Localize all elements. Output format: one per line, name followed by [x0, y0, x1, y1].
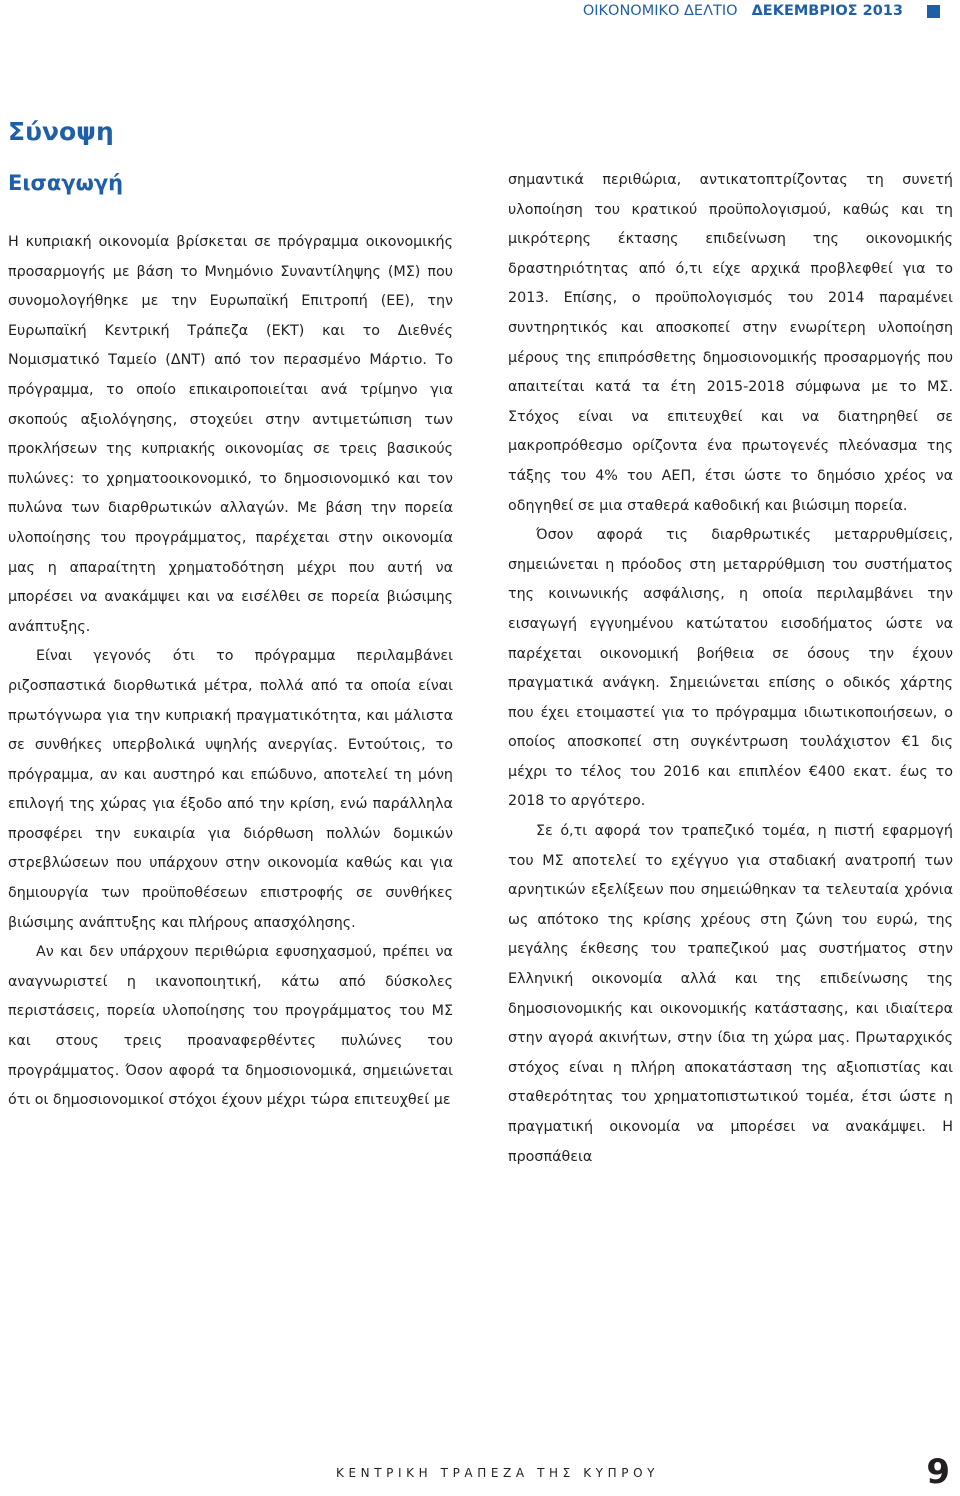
issue-date: ΔΕΚΕΜΒΡΙΟΣ 2013	[751, 3, 903, 19]
publication-title: ΟΙΚΟΝΟΜΙΚΟ ΔΕΛΤΙΟ	[582, 3, 738, 19]
section-title: Σύνοψη	[8, 117, 114, 146]
right-paragraph-2: Όσον αφορά τις διαρθρωτικές μεταρρυθμίσεις, σημειώνεται η πρόοδος στη μεταρρύθμιση του συστήματος της κοινωνικής ασφάλισης, η οποία περιλαμβάνει την εισαγωγή εγγυημένου κατώτατου εισοδήματος ώστε να παρέχεται οικονομική βοήθεια σε όσους την έχουν πραγματικά ανάγκη. Σημειώνεται επίσης ο οδικός χάρτης που έχει ετοιμαστεί για το πρόγραμμα ιδιωτικοποιήσεων, ο οποίος αποσκοπεί στη συγκέντρωση τουλάχιστον €1 δις μέχρι το τέλος του 2016 και επιπλέον €400 εκατ. έως το 2018 το αργότερο.	[508, 527, 953, 810]
left-column	[8, 228, 453, 1116]
page-number: 9	[926, 1452, 950, 1492]
footer-institution: ΚΕΝΤΡΙΚΗ ΤΡΑΠΕΖΑ ΤΗΣ ΚΥΠΡΟΥ	[336, 1466, 660, 1480]
right-paragraph-1: σημαντικά περιθώρια, αντικατοπτρίζοντας τη συνετή υλοποίηση του κρατικού προϋπολογισμού, καθώς και τη μικρότερης έκτασης επιδείνωση της οικονομικής δραστηριότητας από ό,τι είχε αρχικά προβλεφθεί για το 2013. Επίσης, ο προϋπολογισμός του 2014 παραμένει συντηρητικός και αποσκοπεί στην ενωρίτερη υλοποίηση μέρους της επιπρόσθετης δημοσιονομικής προσαρμογής που απαιτείται κατά τα έτη 2015-2018 σύμφωνα με το ΜΣ. Στόχος είναι να επιτευχθεί και να διατηρηθεί σε μακροπρόθεσμο ορίζοντα ένα πρωτογενές πλεόνασμα της τάξης του 4% του ΑΕΠ, έτσι ώστε το δημόσιο χρέος να οδηγηθεί σε μια σταθερά καθοδική και βιώσιμη πορεία.	[508, 172, 953, 514]
right-column	[508, 166, 953, 1172]
header-square-icon	[927, 5, 940, 18]
left-paragraph-1: Η κυπριακή οικονομία βρίσκεται σε πρόγραμμα οικονομικής προσαρμογής με βάση το Μνημόνιο Συναντίληψης (ΜΣ) που συνομολογήθηκε με την Ευρωπαϊκή Επιτροπή (ΕΕ), την Ευρωπαϊκή Κεντρική Τράπεζα (ΕΚΤ) και το Διεθνές Νομισματικό Ταμείο (ΔΝΤ) από τον περασμένο Μάρτιο. Το πρόγραμμα, το οποίο επικαιροποιείται ανά τρίμηνο για σκοπούς αξιολόγησης, στοχεύει στην αντιμετώπιση των προκλήσεων της κυπριακής οικονομίας σε τρεις βασικούς πυλώνες: το χρηματοοικονομικό, το δημοσιονομικό και τον πυλώνα των διαρθρωτικών αλλαγών. Με βάση την πορεία υλοποίησης του προγράμματος, παρέχεται στην οικονομία μας η απαραίτητη χρηματοδότηση μέχρι που αυτή να μπορέσει να ανακάμψει και να εισέλθει σε πορεία βιώσιμης ανάπτυξης.	[8, 234, 453, 635]
running-header	[583, 0, 940, 22]
left-paragraph-3: Αν και δεν υπάρχουν περιθώρια εφυσηχασμού, πρέπει να αναγνωριστεί η ικανοποιητική, κάτω από δύσκολες περιστάσεις, πορεία υλοποίησης του προγράμματος του ΜΣ και στους τρεις προαναφερθέντες πυλώνες του προγράμματος. Όσον αφορά τα δημοσιονομικά, σημειώνεται ότι οι δημοσιονομικοί στόχοι έχουν μέχρι τώρα επιτευχθεί με	[8, 944, 453, 1109]
subsection-title: Εισαγωγή	[8, 171, 124, 195]
left-paragraph-2: Είναι γεγονός ότι το πρόγραμμα περιλαμβάνει ριζοσπαστικά διορθωτικά μέτρα, πολλά από τα οποία είναι πρωτόγνωρα για την κυπριακή πραγματικότητα, και μάλιστα σε συνθήκες υπερβολικά υψηλής ανεργίας. Εντούτοις, το πρόγραμμα, αν και αυστηρό και επώδυνο, αποτελεί τη μόνη επιλογή της χώρας για έξοδο από την κρίση, ενώ παράλληλα προσφέρει την ευκαιρία για διόρθωση πολλών δομικών στρεβλώσεων που υπάρχουν στην οικονομία καθώς και για δημιουργία των προϋποθέσεων επιστροφής σε συνθήκες βιώσιμης ανάπτυξης και πλήρους απασχόλησης.	[8, 648, 453, 931]
right-paragraph-3: Σε ό,τι αφορά τον τραπεζικό τομέα, η πιστή εφαρμογή του ΜΣ αποτελεί το εχέγγυο για σταδιακή ανατροπή των αρνητικών εξελίξεων που σημειώθηκαν τα τελευταία χρόνια ως απότοκο της κρίσης χρέους στη ζώνη του ευρώ, της μεγάλης έκθεσης του τραπεζικού μας συστήματος στην Ελληνική οικονομία αλλά και της επιδείνωσης της δημοσιονομικής και οικονομικής κατάστασης, και ιδιαίτερα στην αγορά ακινήτων, στην ίδια τη χώρα μας. Πρωταρχικός στόχος είναι η πλήρη αποκατάσταση της αξιοπιστίας και σταθερότητας του χρηματοπιστωτικού τομέα, έτσι ώστε η πραγματική οικονομία να μπορέσει να ανακάμψει. Η προσπάθεια	[508, 823, 953, 1165]
